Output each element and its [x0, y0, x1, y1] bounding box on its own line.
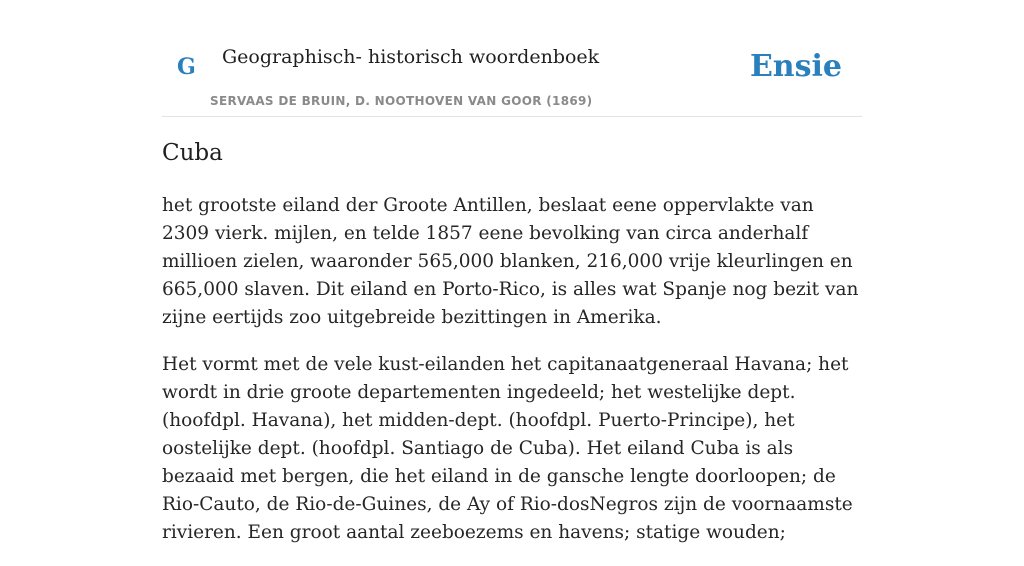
header: [162, 0, 862, 117]
page: [162, 0, 862, 543]
entry-title: Cuba: [162, 140, 223, 166]
entry-content: [162, 192, 862, 566]
book-title-link[interactable]: Geographisch- historisch woordenboek: [222, 46, 600, 68]
book-author: SERVAAS DE BRUIN, D. NOOTHOVEN VAN GOOR (1869): [210, 94, 593, 108]
book-letter-icon[interactable]: G: [177, 54, 196, 80]
entry-paragraph: het grootste eiland der Groote Antillen, beslaat eene oppervlakte van 2309 vierk. mijlen, en telde 1857 eene bevolking van circa anderhalf millioen zielen, waaronder 565,000 blanken, 216,000 vrije kleurlingen en 665,000 slaven. Dit eiland en Porto-Rico, is alles wat Spanje nog bezit van zijne eertijds zoo uitgebreide bezittingen in Amerika.: [162, 195, 859, 328]
brand-logo-link[interactable]: Ensie: [749, 49, 842, 84]
entry-paragraph: Het vormt met de vele kust-eilanden het capitanaatgeneraal Havana; het wordt in drie groote departementen ingedeeld; het westelijke dept. (hoofdpl. Havana), het midden-dept. (hoofdpl. Puerto-Principe), het oostelijke dept. (hoofdpl. Santiago de Cuba). Het eiland Cuba is als bezaaid met bergen, die het eiland in de gansche lengte doorloopen; de Rio-Cauto, de Rio-de-Guines, de Ay of Rio-dosNegros zijn de voornaamste rivieren. Een groot aantal zeeboezems en havens; statige wouden;: [162, 354, 853, 543]
